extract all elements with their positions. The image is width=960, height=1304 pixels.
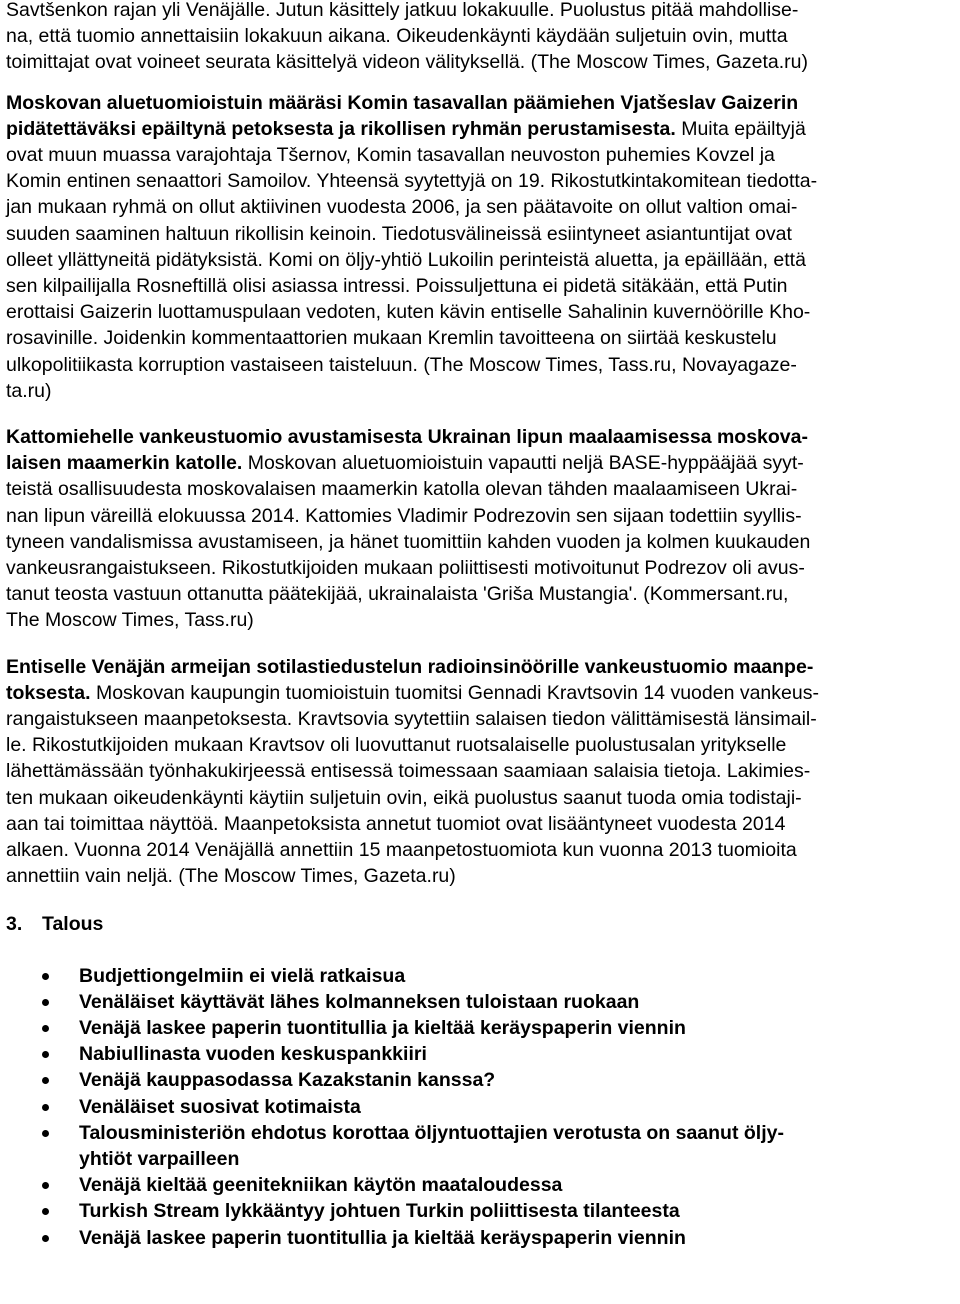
paragraph-treason-body: Moskovan kaupungin tuomioistuin tuomitsi Gennadi Kravtsovin 14 vuoden vankeus- rangaistukseen maanpetoksesta. Kravtsovia syytettiin salaisen tiedon välittämisestä länsimail- le. Rikostutkijoiden mukaan Kravtsov oli luovuttanut ruotsalaiselle puolustusalan yritykselle lähettämässään työnhakukirjeessä entisessä toimessaan saamiaan salaisia tietoja. Lakimies- ten mukaan oikeudenkäynti käytiin suljetuin ovin, eikä puolustus saanut tuoda omia todistaji- aan tai toimittaa näyttöä. Maanpetoksista annetut tuomiot ovat lisääntyneet vuodesta 2014 alkaen. Vuonna 2014 Venäjällä annettiin 15 maanpetostuomiota kun vuonna 2013 tuomioita annettiin vain neljä. (The Moscow Times, Gazeta.ru) [6,681,819,888]
list-item-text: Turkish Stream lykkääntyy johtuen Turkin poliittisesta tilanteesta [79,1200,680,1223]
paragraph-gaizer-lead: Moskovan aluetuomioistuin määräsi Komin tasavallan päämiehen Vjatšeslav Gaizerin pidätettäväksi epäiltynä petoksesta ja rikollisen ryhmän perustamisesta. [6,91,799,140]
list-item [6,1120,954,1172]
bullet-icon [42,1104,49,1111]
list-item [6,1094,954,1120]
section-title: Talous [42,912,104,935]
paragraph-gaizer-body: Muita epäiltyjä ovat muun muassa varajohtaja Tšernov, Komin tasavallan neuvoston puhemies Kovzel ja Komin entinen senaattori Samoilov. Yhteensä syytettyjä on 19. Rikostutkintakomitean tiedotta- jan mukaan ryhmä on ollut aktiivinen vuodesta 2006, ja sen päätavoite on ollut valtion omai- suuden saaminen haltuun rikollisin keinoin. Tiedotusvälineissä esiintyneet asiantuntijat ovat olleet yllättyneitä pidätyksistä. Komi on öljy-yhtiö Lukoilin perinteistä aluetta, ja epäillään, että sen kilpailijalla Rosneftillä olisi asiassa intressi. Poissuljettuna ei pidetä sitäkään, että Putin erottaisi Gaizerin luottamuspulaan vedoten, kuten kävin entiselle Sahalinin kuvernöörille Kho- rosavinille. Joidenkin kommentaattorien mukaan Kremlin tavoitteena on siirtää keskustelu ulkopolitiikasta korruption vastaiseen taisteluun. (The Moscow Times, Tass.ru, Novayagaze- ta.ru) [6,117,818,402]
paragraph-treason [6,654,954,890]
paragraph-rooftop-lead: Kattomiehelle vankeustuomio avustamisesta Ukrainan lipun maalaamisessa moskova- laisen maamerkin katolle. [6,426,808,475]
bullet-icon [42,1208,49,1215]
bullet-icon [42,1077,49,1084]
list-item-text: Venäläiset suosivat kotimaista [79,1095,361,1118]
paragraph-rooftop-body: Moskovan aluetuomioistuin vapautti neljä BASE-hyppääjää syyt- teistä osallisuudesta moskovalaisen maamerkin katolla olevan tähden maalaamiseen Ukrai- nan lipun väreillä elokuussa 2014. Kattomies Vladimir Podrezovin sen sijaan todettiin syyllis- tyneen vandalismissa avustamiseen, ja hänet tuomittiin kahden vuoden ja kolmen kuukauden vankeusrangaistukseen. Rikostutkijoiden mukaan poliittisesti motivoitunut Podrezov oli avus- tanut teosta vastuun ottanutta päätekijää, ukrainalaista 'Griša Mustangia'. (Kommersant.ru, The Moscow Times, Tass.ru) [6,452,811,632]
list-item-text: Budjettiongelmiin ei vielä ratkaisua [79,964,406,987]
list-item [6,963,954,989]
paragraph-rooftop [6,424,954,634]
bullet-icon [42,1182,49,1189]
list-item [6,1172,954,1198]
list-item [6,1067,954,1093]
section-heading [6,911,954,937]
bullet-icon [42,1025,49,1032]
list-item [6,1041,954,1067]
list-item-text: Venäjä kieltää geenitekniikan käytön maataloudessa [79,1174,563,1197]
list-item-text: Venäjä laskee paperin tuontitullia ja kieltää keräyspaperin viennin [79,1226,686,1249]
list-item [6,1198,954,1224]
list-item [6,1225,954,1251]
list-item-text: Venäläiset käyttävät lähes kolmanneksen tuloistaan ruokaan [79,990,640,1013]
bullet-icon [42,1235,49,1242]
paragraph-intro: Savtšenkon rajan yli Venäjälle. Jutun käsittely jatkuu lokakuulle. Puolustus pitää mahdollise- na, että tuomio annettaisiin lokakuun aikana. Oikeudenkäynti käydään suljetuin ovin, mutta toimittajat ovat voineet seurata käsittelyä videon välityksellä. (The Moscow Times, Gazeta.ru) [6,0,809,74]
bullet-icon [42,973,49,980]
bullet-icon [42,1051,49,1058]
list-item-text: Venäjä laskee paperin tuontitullia ja kieltää keräyspaperin viennin [79,1016,686,1039]
bullet-icon [42,1130,49,1137]
paragraph-treason-lead: Entiselle Venäjän armeijan sotilastiedustelun radioinsinöörille vankeustuomio maanpe- toksesta. [6,655,814,704]
bullet-list [6,963,954,1251]
list-item [6,1015,954,1041]
list-item-text: Venäjä kauppasodassa Kazakstanin kanssa? [79,1069,496,1092]
bullet-icon [42,999,49,1006]
list-item-text: Nabiullinasta vuoden keskuspankkiiri [79,1043,427,1066]
list-item-text: Talousministeriön ehdotus korottaa öljyntuottajien verotusta on saanut öljy- yhtiöt varpailleen [79,1121,784,1170]
list-item [6,989,954,1015]
section-number: 3. [6,912,23,935]
paragraph-gaizer [6,90,954,404]
